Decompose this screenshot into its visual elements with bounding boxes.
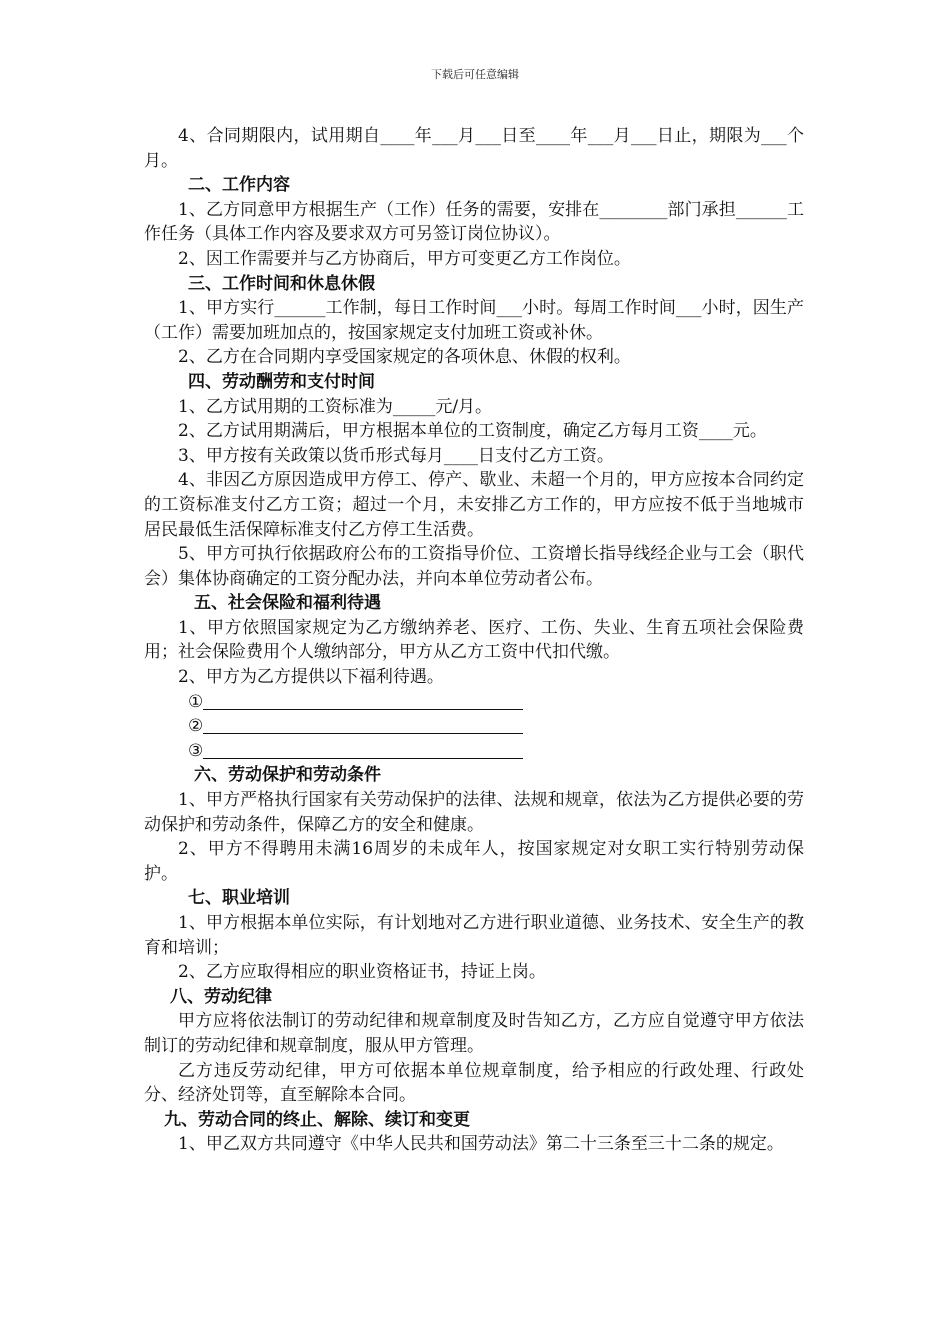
paragraph: 乙方违反劳动纪律，甲方可依据本单位规章制度，给予相应的行政处理、行政处分、经济处罚等，直至解除本合同。 (144, 1060, 804, 1106)
paragraph: 4、合同期限内，试用期自____年___月___日至____年___月___日止，期限为___个月。 (144, 126, 804, 171)
paragraph: 甲方应将依法制订的劳动纪律和规章制度及时告知乙方，乙方应自觉遵守甲方依法制订的劳动纪律和规章制度，服从甲方管理。 (144, 1011, 804, 1056)
section-heading: 三、工作时间和休息休假 (188, 273, 375, 294)
paragraph: 1、甲乙双方共同遵守《中华人民共和国劳动法》第二十三条至三十二条的规定。 (178, 1134, 784, 1155)
paragraph: 1、甲方严格执行国家有关劳动保护的法律、法规和规章，依法为乙方提供必要的劳动保护和劳动条件，保障乙方的安全和健康。 (144, 790, 804, 835)
paragraph: 2、甲方不得聘用未满16周岁的未成年人，按国家规定对女职工实行特别劳动保护。 (144, 839, 804, 884)
circled-number: ③ (188, 740, 204, 761)
fill-in-blank (203, 691, 523, 710)
document-body (144, 124, 804, 1157)
paragraph: 1、甲方根据本单位实际，有计划地对乙方进行职业道德、业务技术、安全生产的教育和培训； (144, 913, 804, 958)
fill-in-blank (203, 740, 523, 759)
paragraph: 1、甲方依照国家规定为乙方缴纳养老、医疗、工伤、失业、生育五项社会保险费用；社会保险费用个人缴纳部分，甲方从乙方工资中代扣代缴。 (144, 617, 804, 663)
paragraph: 2、乙方在合同期内享受国家规定的各项休息、休假的权利。 (178, 347, 631, 368)
section-heading: 九、劳动合同的终止、解除、续订和变更 (164, 1109, 470, 1130)
paragraph: 2、甲方为乙方提供以下福利待遇。 (178, 667, 444, 688)
circled-number: ② (188, 716, 204, 737)
paragraph: 1、甲方实行______工作制，每日工作时间___小时。每周工作时间___小时，因生产（工作）需要加班加点的，按国家规定支付加班工资或补休。 (144, 298, 804, 343)
benefit-blank-line (144, 690, 804, 715)
paragraph: 1、乙方同意甲方根据生产（工作）任务的需要，安排在________部门承担______工作任务（具体工作内容及要求双方可另签订岗位协议）。 (144, 199, 804, 245)
page-header: 下载后可任意编辑 (431, 68, 519, 81)
section-heading: 四、劳动酬劳和支付时间 (188, 371, 375, 392)
benefit-blank-line (144, 739, 804, 764)
section-heading: 五、社会保险和福利待遇 (194, 593, 381, 614)
paragraph: 3、甲方按有关政策以货币形式每月____日支付乙方工资。 (178, 445, 614, 466)
paragraph: 2、因工作需要并与乙方协商后，甲方可变更乙方工作岗位。 (178, 248, 631, 269)
circled-number: ① (188, 691, 204, 712)
paragraph: 1、乙方试用期的工资标准为_____元/月。 (178, 396, 493, 417)
section-heading: 六、劳动保护和劳动条件 (194, 765, 381, 786)
paragraph: 5、甲方可执行依据政府公布的工资指导价位、工资增长指导线经企业与工会（职代会）集体协商确定的工资分配办法，并向本单位劳动者公布。 (144, 544, 804, 589)
section-heading: 二、工作内容 (188, 175, 290, 196)
fill-in-blank (203, 715, 523, 734)
section-heading: 七、职业培训 (188, 888, 290, 909)
benefit-blank-line (144, 714, 804, 739)
section-heading: 八、劳动纪律 (170, 986, 272, 1007)
paragraph: 2、乙方试用期满后，甲方根据本单位的工资制度，确定乙方每月工资____元。 (178, 421, 767, 442)
paragraph: 2、乙方应取得相应的职业资格证书，持证上岗。 (178, 962, 546, 983)
paragraph: 4、非因乙方原因造成甲方停工、停产、歇业、未超一个月的，甲方应按本合同约定的工资标准支付乙方工资；超过一个月，未安排乙方工作的，甲方应按不低于当地城市居民最低生活保障标准支付乙方停工生活费。 (144, 470, 804, 540)
